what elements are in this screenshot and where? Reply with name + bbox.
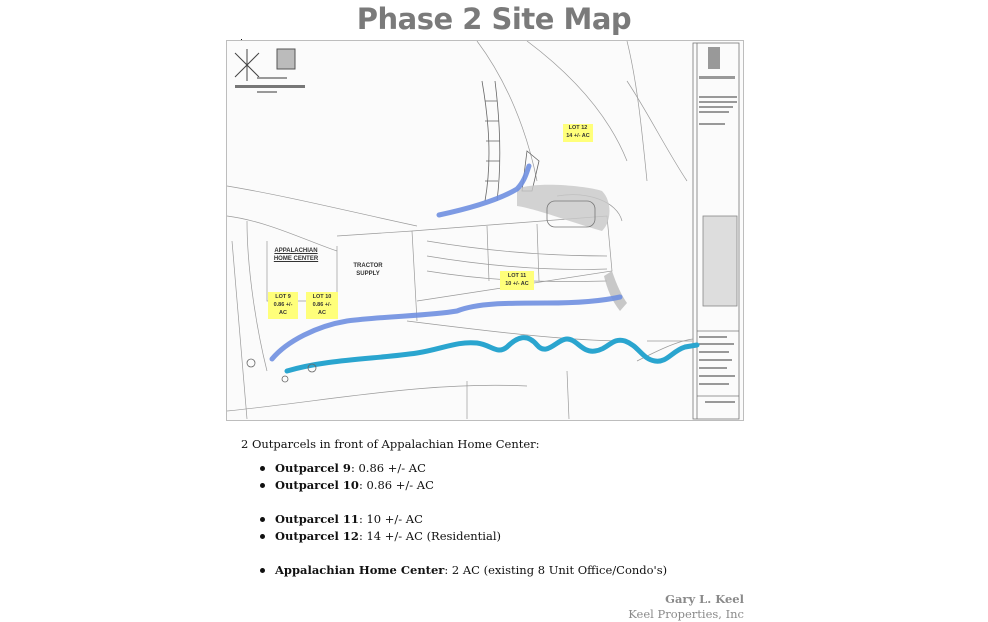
list-item bbox=[241, 477, 667, 494]
site-map-image bbox=[226, 40, 744, 421]
parcel-detail: : 2 AC (existing 8 Unit Office/Condo's) bbox=[444, 563, 668, 577]
map-label-lot11: LOT 11 bbox=[507, 273, 527, 279]
map-label-lot10: LOT 10 bbox=[312, 294, 332, 300]
list-item bbox=[241, 511, 667, 528]
map-label-tractor-supply: TRACTOR bbox=[353, 263, 383, 269]
map-label-lot10: AC bbox=[318, 310, 326, 316]
signature-name: Gary L. Keel bbox=[665, 592, 744, 606]
parcel-list bbox=[241, 460, 667, 579]
page-title: Phase 2 Site Map bbox=[356, 2, 632, 36]
signature-block bbox=[628, 592, 744, 622]
map-label-lot11: 10 +/- AC bbox=[505, 281, 529, 287]
parcel-name: Outparcel 10 bbox=[275, 478, 359, 492]
parcel-detail: : 10 +/- AC bbox=[358, 512, 423, 526]
intro-text: 2 Outparcels in front of Appalachian Home Center: bbox=[241, 437, 540, 451]
map-label-tractor-supply: SUPPLY bbox=[356, 271, 380, 277]
parcel-name: Outparcel 9 bbox=[275, 461, 351, 475]
parcel-name: Outparcel 12 bbox=[275, 529, 359, 543]
map-label-lot9: LOT 9 bbox=[275, 294, 291, 300]
parcel-detail: : 14 +/- AC (Residential) bbox=[358, 529, 501, 543]
north-arrow-icon bbox=[235, 49, 295, 81]
map-label-lot10: 0.86 +/- bbox=[312, 302, 332, 308]
list-item bbox=[241, 562, 667, 579]
parcel-name: Appalachian Home Center bbox=[275, 563, 445, 577]
parcel-detail: : 0.86 +/- AC bbox=[350, 461, 426, 475]
map-label-lot9: AC bbox=[279, 310, 287, 316]
map-label-appalachian: APPALACHIAN bbox=[274, 248, 318, 254]
map-label-lot9: 0.86 +/- bbox=[273, 302, 293, 308]
list-item bbox=[241, 528, 667, 545]
list-item bbox=[241, 460, 667, 477]
map-label-appalachian: HOME CENTER bbox=[273, 256, 319, 262]
title-block bbox=[693, 43, 739, 419]
parcel-detail: : 0.86 +/- AC bbox=[358, 478, 434, 492]
parcel-name: Outparcel 11 bbox=[275, 512, 359, 526]
map-label-lot12: LOT 12 bbox=[568, 125, 588, 131]
map-label-lot12: 14 +/- AC bbox=[566, 133, 590, 139]
signature-company: Keel Properties, Inc bbox=[628, 607, 744, 621]
